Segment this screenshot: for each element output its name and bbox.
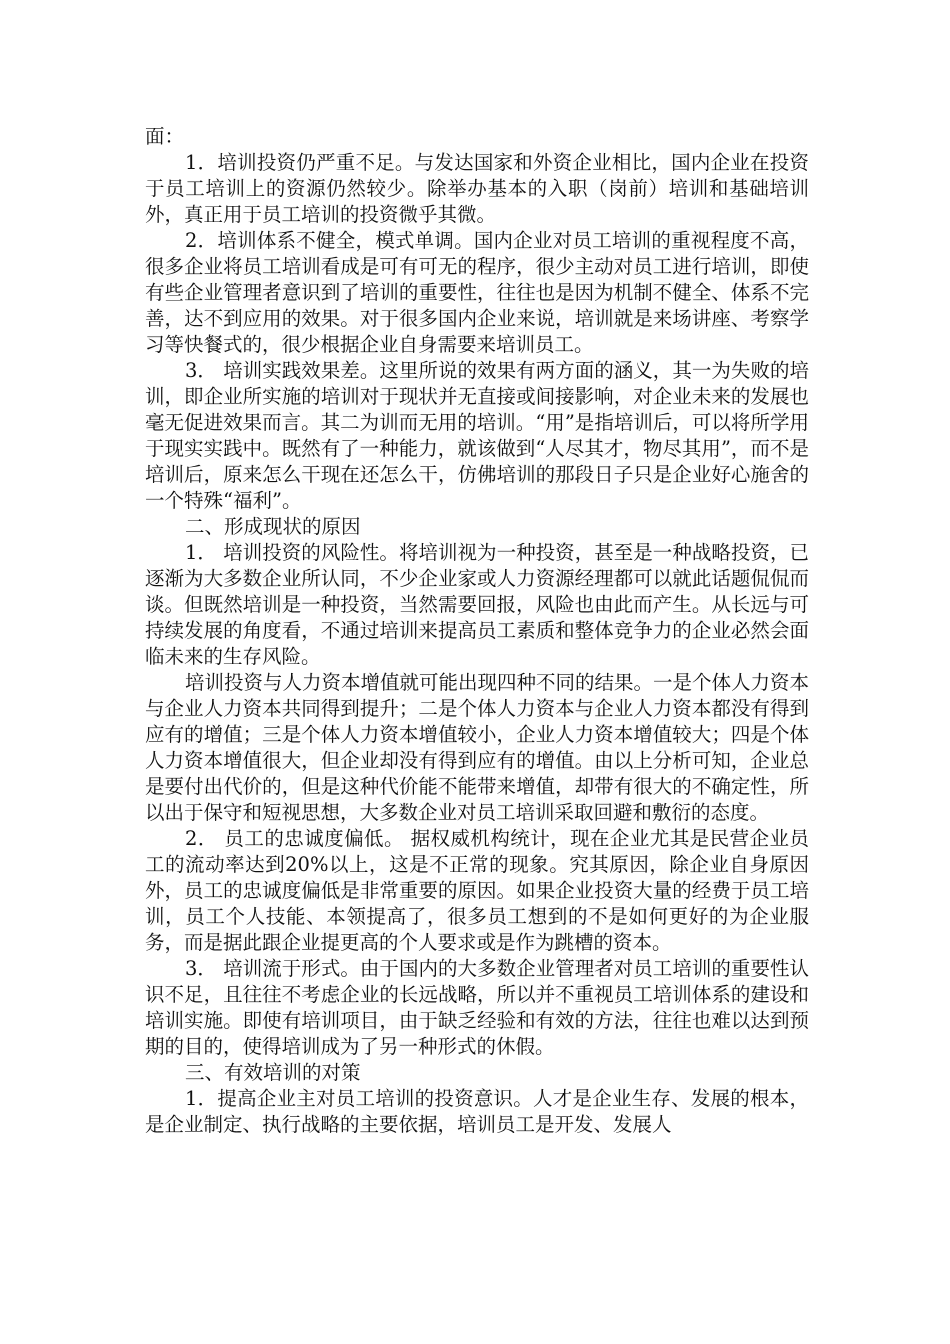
paragraph-investment-shortage: 1．培训投资仍严重不足。与发达国家和外资企业相比，国内企业在投资于员工培训上的资源仍然较少。除举办基本的入职（岗前）培训和基础培训外，真正用于员工培训的投资微乎其微。 — [145, 151, 809, 226]
paragraph-four-outcomes: 培训投资与人力资本增值就可能出现四种不同的结果。一是个体人力资本与企业人力资本共同得到提升；二是个体人力资本与企业人力资本都没有得到应有的增值；三是个体人力资本增值较小，企业人力资本增值较大；四是个体人力资本增值很大，但企业却没有得到应有的增值。由以上分析可知，企业总是要付出代价的，但是这种代价能不能带来增值，却带有很大的不确定性，所以出于保守和短视思想，大多数企业对员工培训采取回避和敷衍的态度。 — [145, 671, 810, 824]
paragraph-intro-fragment: 面： — [145, 125, 185, 148]
section-heading-causes: 二、形成现状的原因 — [185, 515, 361, 538]
paragraph-investment-risk: 1． 培训投资的风险性。将培训视为一种投资，甚至是一种战略投资，已逐渐为大多数企业所认同，不少企业家或人力资源经理都可以就此话题侃侃而谈。但既然培训是一种投资，当然需要回报，风险也由此而产生。从长远与可持续发展的角度看，不通过培训来提高员工素质和整体竞争力的企业必然会面临未来的生存风险。 — [145, 541, 809, 668]
paragraph-poor-effect: 3． 培训实践效果差。这里所说的效果有两方面的涵义，其一为失败的培训，即企业所实施的培训对于现状并无直接或间接影响，对企业未来的发展也毫无促进效果而言。其二为训而无用的培训。“用”是指培训后，可以将所学用于现实实践中。既然有了一种能力，就该做到“人尽其才，物尽其用”，而不是培训后，原来怎么干现在还怎么干，仿佛培训的那段日子只是企业好心施舍的一个特殊“福利”。 — [145, 359, 809, 512]
section-heading-countermeasures: 三、有效培训的对策 — [185, 1061, 361, 1084]
paragraph-low-loyalty: 2． 员工的忠诚度偏低。 据权威机构统计，现在企业尤其是民营企业员工的流动率达到20%以上，这是不正常的现象。究其原因，除企业自身原因外，员工的忠诚度偏低是非常重要的原因。如果企业投资大量的经费于员工培训，员工个人技能、本领提高了，很多员工想到的不是如何更好的为企业服务，而是据此跟企业提更高的个人要求或是作为跳槽的资本。 — [145, 827, 809, 954]
paragraph-formality: 3． 培训流于形式。由于国内的大多数企业管理者对员工培训的重要性认识不足，且往往不考虑企业的长远战略，所以并不重视员工培训体系的建设和培训实施。即使有培训项目，由于缺乏经验和有效的方法，往往也难以达到预期的目的，使得培训成为了另一种形式的休假。 — [145, 957, 809, 1058]
paragraph-system-incomplete: 2．培训体系不健全，模式单调。国内企业对员工培训的重视程度不高，很多企业将员工培训看成是可有可无的程序，很少主动对员工进行培训，即使有些企业管理者意识到了培训的重要性，往往也是因为机制不健全、体系不完善，达不到应用的效果。对于很多国内企业来说，培训就是来场讲座、考察学习等快餐式的，很少根据企业自身需要来培训员工。 — [145, 229, 809, 356]
paragraph-investment-awareness: 1．提高企业主对员工培训的投资意识。人才是企业生存、发展的根本，是企业制定、执行战略的主要依据，培训员工是开发、发展人 — [145, 1087, 809, 1136]
document-body — [145, 124, 809, 1138]
